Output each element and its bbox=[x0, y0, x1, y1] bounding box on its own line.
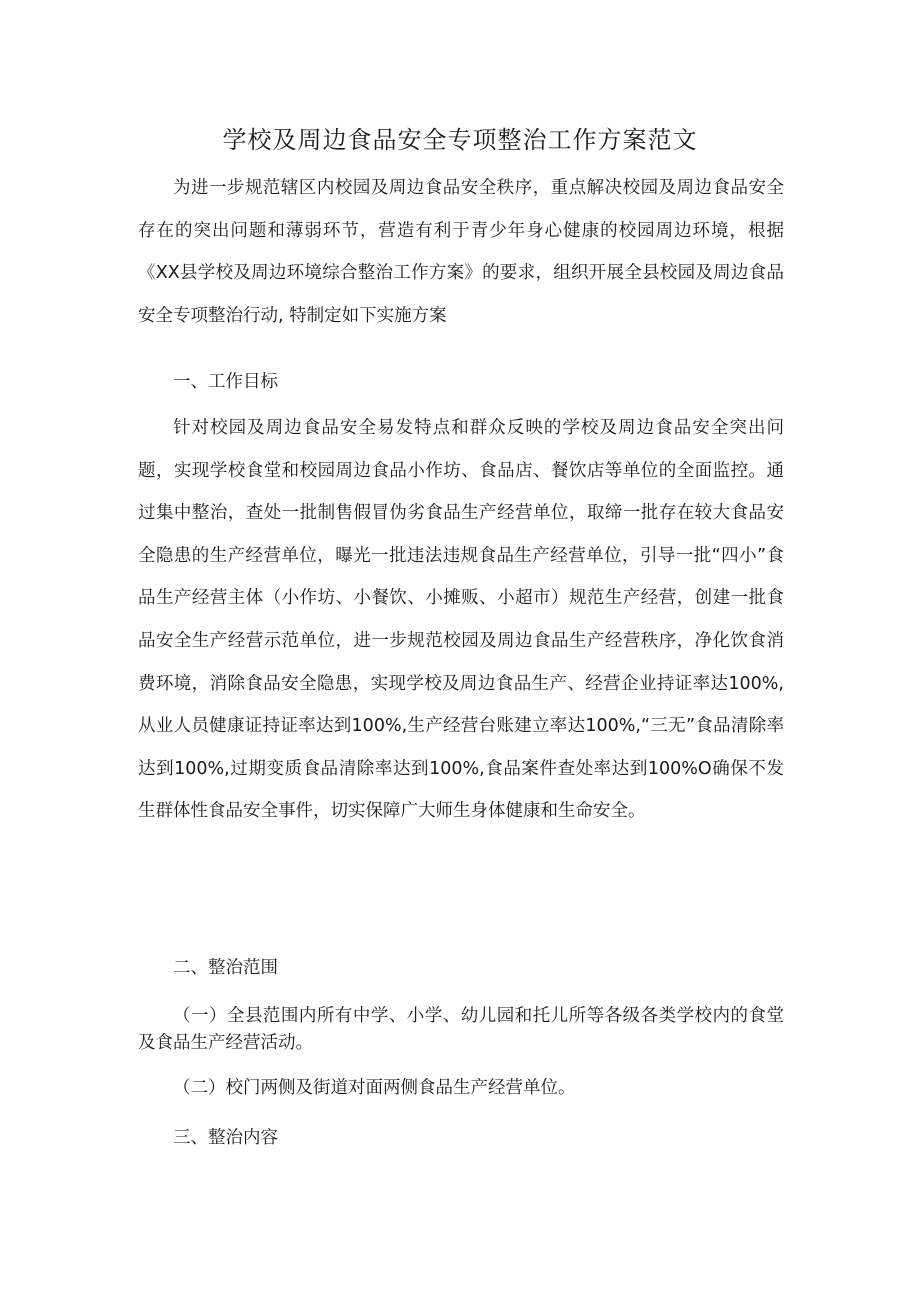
section-2-heading: 二、整治范围 bbox=[173, 958, 278, 978]
section-3-heading: 三、整治内容 bbox=[173, 1128, 278, 1148]
section-2-item-2: （二）校门两侧及街道对面两侧食品生产经营单位。 bbox=[173, 1078, 576, 1098]
section-1-body: 针对校园及周边食品安全易发特点和群众反映的学校及周边食品安全突出问题，实现学校食堂和校园周边食品小作坊、食品店、餐饮店等单位的全面监控。通过集中整治，查处一批制售假冒伪劣食品生产经营单位，取缔一批存在较大食品安全隐患的生产经营单位，曝光一批违法违规食品生产经营单位，引导一批“四小”食品生产经营主体（小作坊、小餐饮、小摊贩、小超市）规范生产经营，创建一批食品安全生产经营示范单位，进一步规范校园及周边食品生产经营秩序，净化饮食消费环境，消除食品安全隐患，实现学校及周边食品生产、经营企业持证率达100%,从业人员健康证持证率达到100%,生产经营台账建立率达100%,“三无”食品清除率达到100%,过期变质食品清除率达到100%,食品案件查处率达到100%O确保不发生群体性食品安全事件，切实保障广大师生身体健康和生命安全。 bbox=[138, 418, 784, 822]
section-2-item-1: （一）全县范围内所有中学、小学、幼儿园和托儿所等各级各类学校内的食堂及食品生产经营活动。 bbox=[138, 1006, 784, 1053]
document-title: 学校及周边食品安全专项整治工作方案范文 bbox=[222, 126, 698, 154]
intro-paragraph: 为进一步规范辖区内校园及周边食品安全秩序，重点解决校园及周边食品安全存在的突出问题和薄弱环节，营造有利于青少年身心健康的校园周边环境，根据《XX县学校及周边环境综合整治工作方案》的要求，组织开展全县校园及周边食品安全专项整治行动, 特制定如下实施方案 bbox=[138, 178, 784, 326]
section-1-heading: 一、工作目标 bbox=[173, 372, 278, 392]
